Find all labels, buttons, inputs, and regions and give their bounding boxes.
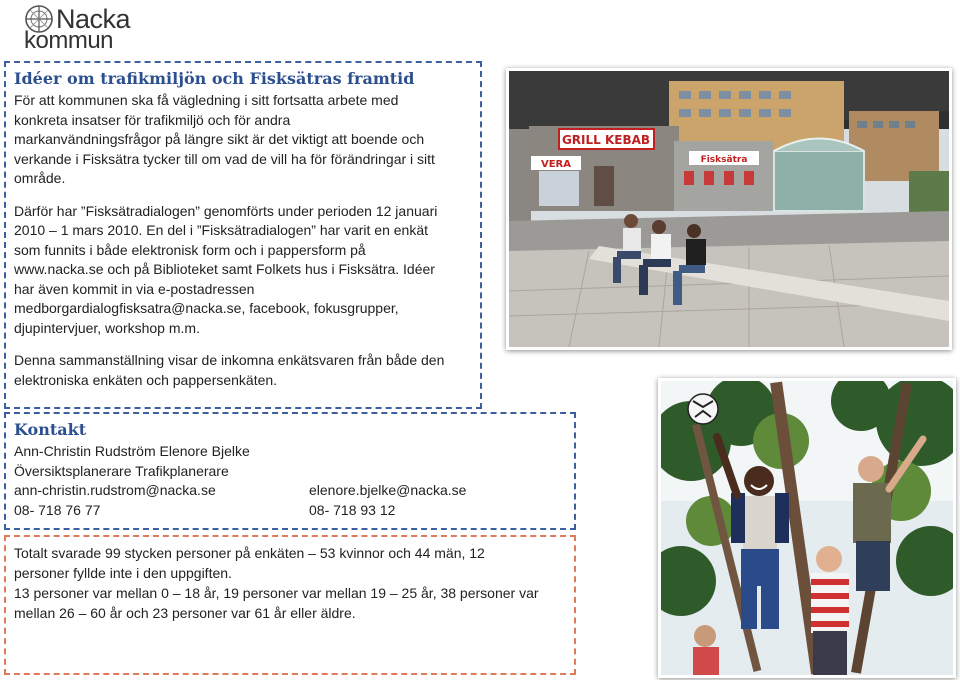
intro-p1-line: konkreta insatser för trafikmiljö och för andra <box>14 111 291 128</box>
contact-email-2[interactable]: elenore.bjelke@nacka.se <box>309 482 467 498</box>
intro-p2-line: har även kommit in via e-postadressen <box>14 280 255 297</box>
stats-line: 13 personer var mellan 0 – 18 år, 19 personer var mellan 19 – 25 år, 38 personer var <box>14 585 539 601</box>
contact-details <box>14 481 566 520</box>
stats-line: personer fyllde inte i den uppgiften. <box>14 565 232 581</box>
intro-p3-line: elektroniska enkäten och pappersenkäten. <box>14 371 278 388</box>
stats-line: mellan 26 – 60 år och 23 personer var 61 år eller äldre. <box>14 605 356 621</box>
intro-p2-line: Därför har ”Fisksätradialogen” genomförts under perioden 12 januari <box>14 202 438 219</box>
intro-paragraph-3 <box>14 351 472 390</box>
photo-fisksatra-illustration <box>509 71 949 347</box>
contact-email-1[interactable]: ann-christin.rudstrom@nacka.se <box>14 482 216 498</box>
contact-roles: Översiktsplanerare Trafikplanerare <box>14 462 229 479</box>
intro-p2-line: www.nacka.se och på Biblioteket samt Folkets hus i Fisksätra. Idéer <box>14 261 435 277</box>
intro-p2-line: som funnits i både elektronisk form och i pappersform på <box>14 241 366 258</box>
intro-p1-line: markanvändningsfrågor på längre sikt är det viktigt att boende och <box>14 131 425 147</box>
intro-section <box>4 61 482 409</box>
intro-p1-line: område. <box>14 170 66 186</box>
contact-phone-2: 08- 718 93 12 <box>309 501 396 518</box>
intro-p2-line: 2010 – 1 mars 2010. En del i ”Fisksätradialogen” har varit en enkät <box>14 222 429 238</box>
intro-p3-line: Denna sammanställning visar de inkomna enkätsvaren från både den <box>14 352 445 368</box>
stats-section <box>4 535 576 675</box>
photo-fisksatra-centrum <box>506 68 952 350</box>
intro-paragraph-1 <box>14 91 472 189</box>
stats-line: Totalt svarade 99 stycken personer på enkäten – 53 kvinnor och 44 män, 12 <box>14 545 485 561</box>
nacka-logo <box>24 2 144 52</box>
intro-title: Idéer om trafikmiljön och Fisksätras framtid <box>14 69 415 88</box>
intro-paragraph-2 <box>14 202 472 339</box>
contact-phone-1: 08- 718 76 77 <box>14 501 101 518</box>
photo-kids-illustration <box>661 381 953 675</box>
intro-p2-line: medborgardialogfisksatra@nacka.se, facebook, fokusgrupper, <box>14 300 399 316</box>
contact-title: Kontakt <box>14 420 87 439</box>
sign-grill-kebab: GRILL KEBAB <box>561 133 651 147</box>
intro-p1-line: För att kommunen ska få vägledning i sitt fortsatta arbete med <box>14 92 399 108</box>
sign-fisksatra: Fisksätra <box>700 155 748 165</box>
contact-section <box>4 412 576 530</box>
logo-text-nacka: Nacka <box>56 4 131 34</box>
contact-names: Ann-Christin Rudström Elenore Bjelke <box>14 443 250 459</box>
logo-text-kommun: kommun <box>24 27 114 54</box>
intro-p2-line: djupintervjuer, workshop m.m. <box>14 319 200 336</box>
intro-p1-line: verkande i Fisksätra tycker till om vad de vill ha för förändringar i sitt <box>14 150 435 167</box>
sign-vera: VERA <box>540 159 572 170</box>
photo-kids-playing <box>658 378 956 678</box>
